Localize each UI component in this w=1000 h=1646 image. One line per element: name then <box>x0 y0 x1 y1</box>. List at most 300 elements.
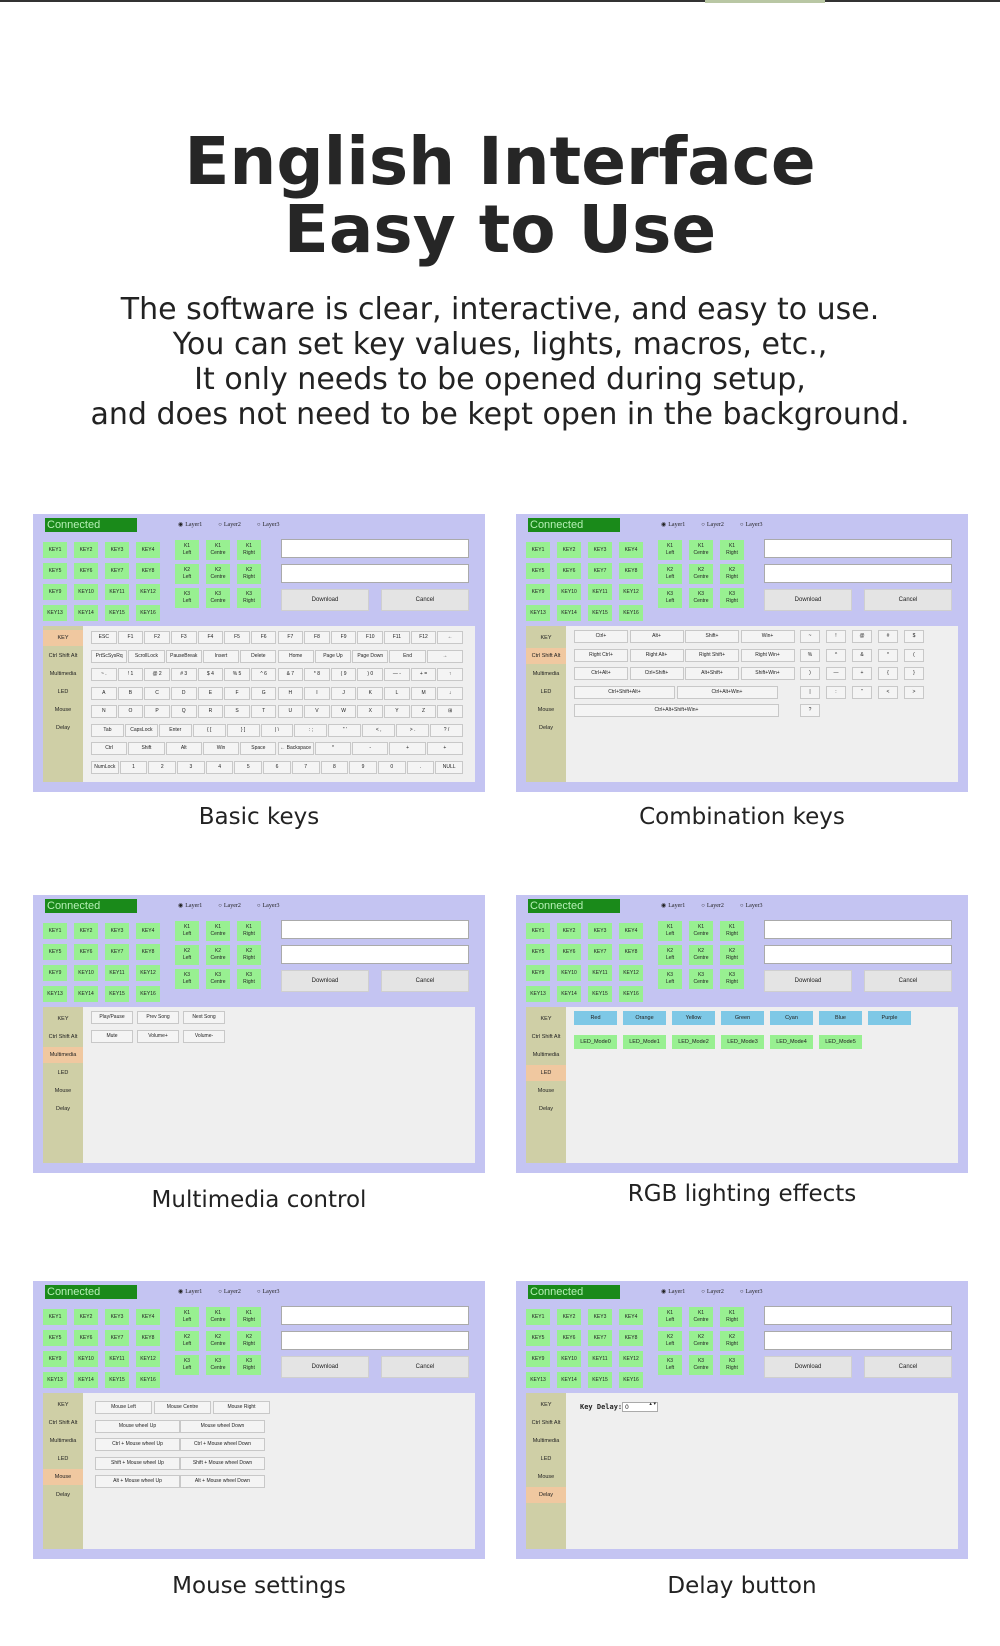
keyboard-key[interactable]: Q <box>171 705 197 718</box>
knob-button[interactable] <box>237 921 261 941</box>
keyboard-key[interactable]: E <box>198 687 224 700</box>
symbol-key[interactable]: + <box>852 667 872 680</box>
mouse-action-button[interactable]: Alt + Mouse wheel Up <box>95 1475 180 1488</box>
keyboard-key[interactable]: . <box>407 761 435 774</box>
key-button[interactable]: KEY9 <box>43 1351 67 1367</box>
knob-button[interactable] <box>689 540 713 560</box>
rgb-color-button[interactable]: Purple <box>868 1011 911 1025</box>
keyboard-key[interactable]: { [ <box>193 724 226 737</box>
knob-button[interactable] <box>237 588 261 608</box>
keyboard-key[interactable]: O <box>118 705 144 718</box>
keyboard-key[interactable]: ~ . <box>91 668 117 681</box>
keyboard-key[interactable]: NumLock <box>91 761 119 774</box>
knob-button[interactable] <box>206 1307 230 1327</box>
keyboard-key[interactable]: Y <box>384 705 410 718</box>
knob-button[interactable] <box>237 1307 261 1327</box>
keyboard-key[interactable]: & 7 <box>278 668 304 681</box>
rgb-color-button[interactable]: Red <box>574 1011 617 1025</box>
layer-radio[interactable] <box>701 522 724 528</box>
sidebar-item[interactable]: LED <box>526 1065 566 1081</box>
keyboard-key[interactable]: # 3 <box>171 668 197 681</box>
layer-radio[interactable] <box>178 1289 202 1295</box>
knob-button[interactable] <box>689 1331 713 1351</box>
key-button[interactable]: KEY7 <box>105 944 129 960</box>
key-button[interactable]: KEY10 <box>74 965 98 981</box>
key-button[interactable]: KEY6 <box>557 563 581 579</box>
key-button[interactable]: KEY16 <box>619 1372 643 1388</box>
keyboard-key[interactable]: % 5 <box>224 668 250 681</box>
layer-radio[interactable] <box>661 903 685 909</box>
media-button[interactable]: Prev Song <box>137 1011 179 1024</box>
key-button[interactable]: KEY1 <box>526 542 550 558</box>
layer-radio[interactable] <box>257 522 280 528</box>
keyboard-key[interactable]: 6 <box>263 761 291 774</box>
keyboard-key[interactable]: F3 <box>171 631 197 644</box>
cancel-button[interactable]: Cancel <box>864 589 952 611</box>
key-button[interactable]: KEY1 <box>43 923 67 939</box>
key-button[interactable]: KEY5 <box>526 563 550 579</box>
keyboard-key[interactable]: N <box>91 705 117 718</box>
keyboard-key[interactable]: + <box>389 742 425 755</box>
symbol-key[interactable]: ^ <box>826 649 846 662</box>
keyboard-key[interactable]: 9 <box>349 761 377 774</box>
keyboard-key[interactable]: > . <box>396 724 429 737</box>
spinner-arrows-icon[interactable]: ▴ ▾ <box>649 1401 656 1407</box>
key-button[interactable]: KEY7 <box>105 1330 129 1346</box>
keyboard-key[interactable]: F12 <box>411 631 437 644</box>
keyboard-key[interactable]: ScrollLock <box>128 650 164 663</box>
sidebar-item[interactable]: Multimedia <box>532 671 560 677</box>
key-button[interactable]: KEY8 <box>136 563 160 579</box>
keyboard-key[interactable]: $ 4 <box>198 668 224 681</box>
sidebar-item[interactable]: Multimedia <box>532 1052 560 1058</box>
knob-button[interactable] <box>720 1355 744 1375</box>
key-button[interactable]: KEY6 <box>74 1330 98 1346</box>
key-button[interactable]: KEY5 <box>43 563 67 579</box>
modifier-combo-button[interactable]: Ctrl+Alt+ <box>574 667 628 680</box>
knob-button[interactable] <box>206 1331 230 1351</box>
keyboard-key[interactable]: A <box>91 687 117 700</box>
key-button[interactable]: KEY15 <box>105 605 129 621</box>
symbol-key[interactable]: < <box>878 686 898 699</box>
key-button[interactable]: KEY13 <box>43 1372 67 1388</box>
keyboard-key[interactable]: ! 1 <box>118 668 144 681</box>
key-button[interactable]: KEY12 <box>136 584 160 600</box>
key-button[interactable]: KEY10 <box>557 584 581 600</box>
keyboard-key[interactable]: Alt <box>166 742 202 755</box>
cancel-button[interactable]: Cancel <box>381 1356 469 1378</box>
modifier-combo-button[interactable]: Ctrl+Shift+Alt+ <box>574 686 675 699</box>
modifier-combo-button[interactable]: Ctrl+Alt+Win+ <box>677 686 778 699</box>
key-button[interactable]: KEY4 <box>619 542 643 558</box>
name-input[interactable] <box>764 1306 952 1325</box>
knob-button[interactable] <box>720 540 744 560</box>
sidebar-item[interactable]: Delay <box>526 1487 566 1503</box>
symbol-key[interactable]: > <box>904 686 924 699</box>
keyboard-key[interactable]: CapsLock <box>125 724 158 737</box>
keyboard-key[interactable]: — - <box>384 668 410 681</box>
key-button[interactable]: KEY7 <box>105 563 129 579</box>
sidebar-item[interactable]: Ctrl Shift Alt <box>526 648 566 664</box>
value-input[interactable] <box>281 1331 469 1350</box>
keyboard-key[interactable]: + <box>427 742 463 755</box>
key-button[interactable]: KEY9 <box>43 584 67 600</box>
key-button[interactable]: KEY12 <box>619 965 643 981</box>
keyboard-key[interactable]: F11 <box>384 631 410 644</box>
knob-button[interactable] <box>175 1307 199 1327</box>
key-delay-input[interactable] <box>622 1402 658 1412</box>
keyboard-key[interactable]: ESC <box>91 631 117 644</box>
key-button[interactable]: KEY11 <box>105 965 129 981</box>
knob-button[interactable] <box>206 945 230 965</box>
media-button[interactable]: Volume+ <box>137 1030 179 1043</box>
key-button[interactable]: KEY5 <box>526 1330 550 1346</box>
knob-button[interactable] <box>689 969 713 989</box>
knob-button[interactable] <box>720 564 744 584</box>
knob-button[interactable] <box>720 945 744 965</box>
keyboard-key[interactable]: P <box>144 705 170 718</box>
symbol-key[interactable]: ? <box>800 704 820 717</box>
sidebar-item[interactable]: Multimedia <box>49 1438 77 1444</box>
key-button[interactable]: KEY10 <box>557 965 581 981</box>
layer-radio[interactable] <box>740 903 763 909</box>
key-button[interactable]: KEY11 <box>105 584 129 600</box>
keyboard-key[interactable]: T <box>251 705 277 718</box>
modifier-combo-button[interactable]: Alt+ <box>630 630 684 643</box>
layer-radio[interactable] <box>740 522 763 528</box>
sidebar-item[interactable]: Delay <box>55 1492 71 1498</box>
sidebar-item[interactable]: Ctrl Shift Alt <box>48 1034 78 1040</box>
knob-button[interactable] <box>237 540 261 560</box>
knob-button[interactable] <box>175 969 199 989</box>
knob-button[interactable] <box>720 921 744 941</box>
keyboard-key[interactable]: ← <box>437 631 463 644</box>
layer-radio[interactable] <box>701 1289 724 1295</box>
symbol-key[interactable]: : <box>826 686 846 699</box>
key-button[interactable]: KEY8 <box>619 1330 643 1346</box>
key-button[interactable]: KEY11 <box>588 965 612 981</box>
keyboard-key[interactable]: ↑ <box>437 668 463 681</box>
keyboard-key[interactable]: Win <box>203 742 239 755</box>
keyboard-key[interactable]: Enter <box>159 724 192 737</box>
key-button[interactable]: KEY3 <box>588 1309 612 1325</box>
keyboard-key[interactable]: F6 <box>251 631 277 644</box>
layer-radio[interactable] <box>661 1289 685 1295</box>
media-button[interactable]: Volume- <box>183 1030 225 1043</box>
led-mode-button[interactable]: LED_Mode3 <box>721 1035 764 1049</box>
key-button[interactable]: KEY13 <box>526 605 550 621</box>
key-button[interactable]: KEY4 <box>136 542 160 558</box>
mouse-action-button[interactable]: Shift + Mouse wheel Up <box>95 1457 180 1470</box>
sidebar-item[interactable]: LED <box>57 1070 69 1076</box>
keyboard-key[interactable]: V <box>304 705 330 718</box>
keyboard-key[interactable]: L <box>384 687 410 700</box>
keyboard-key[interactable]: < , <box>362 724 395 737</box>
key-button[interactable]: KEY3 <box>105 542 129 558</box>
key-button[interactable]: KEY1 <box>43 1309 67 1325</box>
sidebar-item[interactable]: Multimedia <box>43 1047 83 1063</box>
layer-radio[interactable] <box>218 903 241 909</box>
keyboard-key[interactable]: H <box>278 687 304 700</box>
sidebar-item[interactable]: KEY <box>57 1402 69 1408</box>
name-input[interactable] <box>764 539 952 558</box>
keyboard-key[interactable]: ( 9 <box>331 668 357 681</box>
value-input[interactable] <box>764 945 952 964</box>
knob-button[interactable] <box>206 969 230 989</box>
key-button[interactable]: KEY6 <box>557 1330 581 1346</box>
layer-radio[interactable] <box>257 903 280 909</box>
mouse-action-button[interactable]: Mouse Left <box>95 1401 152 1414</box>
key-button[interactable]: KEY1 <box>526 1309 550 1325</box>
keyboard-key[interactable]: ) 0 <box>357 668 383 681</box>
modifier-combo-button[interactable]: Ctrl+ <box>574 630 628 643</box>
keyboard-key[interactable]: W <box>331 705 357 718</box>
key-button[interactable]: KEY14 <box>557 986 581 1002</box>
key-button[interactable]: KEY8 <box>136 944 160 960</box>
knob-button[interactable] <box>175 540 199 560</box>
sidebar-item[interactable]: Multimedia <box>532 1438 560 1444</box>
sidebar-item[interactable]: KEY <box>540 635 552 641</box>
layer-radio[interactable] <box>218 1289 241 1295</box>
knob-button[interactable] <box>237 1331 261 1351</box>
key-button[interactable]: KEY12 <box>136 1351 160 1367</box>
keyboard-key[interactable]: Z <box>411 705 437 718</box>
key-button[interactable]: KEY5 <box>43 1330 67 1346</box>
key-button[interactable]: KEY16 <box>619 986 643 1002</box>
download-button[interactable]: Download <box>764 970 852 992</box>
cancel-button[interactable]: Cancel <box>381 589 469 611</box>
key-button[interactable]: KEY1 <box>526 923 550 939</box>
key-button[interactable]: KEY9 <box>526 1351 550 1367</box>
keyboard-key[interactable]: : ; <box>294 724 327 737</box>
knob-button[interactable] <box>175 564 199 584</box>
keyboard-key[interactable]: ← Backspace <box>278 742 314 755</box>
key-button[interactable]: KEY7 <box>588 563 612 579</box>
key-button[interactable]: KEY16 <box>136 1372 160 1388</box>
knob-button[interactable] <box>658 945 682 965</box>
key-button[interactable]: KEY14 <box>557 1372 581 1388</box>
key-button[interactable]: KEY3 <box>105 1309 129 1325</box>
key-button[interactable]: KEY4 <box>136 1309 160 1325</box>
key-button[interactable]: KEY2 <box>74 542 98 558</box>
sidebar-item[interactable]: LED <box>540 1456 552 1462</box>
sidebar-item[interactable]: Multimedia <box>49 671 77 677</box>
key-button[interactable]: KEY16 <box>136 605 160 621</box>
modifier-combo-button[interactable]: Shift+ <box>685 630 739 643</box>
key-button[interactable]: KEY14 <box>557 605 581 621</box>
cancel-button[interactable]: Cancel <box>864 1356 952 1378</box>
keyboard-key[interactable]: S <box>224 705 250 718</box>
keyboard-key[interactable]: PrtScSysRq <box>91 650 127 663</box>
keyboard-key[interactable]: C <box>144 687 170 700</box>
key-button[interactable]: KEY7 <box>588 1330 612 1346</box>
key-button[interactable]: KEY7 <box>588 944 612 960</box>
led-mode-button[interactable]: LED_Mode4 <box>770 1035 813 1049</box>
key-button[interactable]: KEY11 <box>588 1351 612 1367</box>
sidebar-item[interactable]: LED <box>57 1456 69 1462</box>
key-button[interactable]: KEY13 <box>43 605 67 621</box>
mouse-action-button[interactable]: Mouse Centre <box>154 1401 211 1414</box>
modifier-combo-button[interactable]: Ctrl+Shift+ <box>630 667 684 680</box>
value-input[interactable] <box>764 564 952 583</box>
knob-button[interactable] <box>206 1355 230 1375</box>
keyboard-key[interactable]: ⊞ <box>437 705 463 718</box>
led-mode-button[interactable]: LED_Mode1 <box>623 1035 666 1049</box>
keyboard-key[interactable]: * 8 <box>304 668 330 681</box>
knob-button[interactable] <box>689 1355 713 1375</box>
key-button[interactable]: KEY11 <box>588 584 612 600</box>
keyboard-key[interactable]: F5 <box>224 631 250 644</box>
sidebar-item[interactable]: KEY <box>540 1402 552 1408</box>
keyboard-key[interactable]: " ' <box>328 724 361 737</box>
keyboard-key[interactable]: 4 <box>206 761 234 774</box>
symbol-key[interactable]: ) <box>800 667 820 680</box>
key-button[interactable]: KEY14 <box>74 986 98 1002</box>
key-button[interactable]: KEY16 <box>136 986 160 1002</box>
symbol-key[interactable]: $ <box>904 630 924 643</box>
mouse-action-button[interactable]: Ctrl + Mouse wheel Up <box>95 1438 180 1451</box>
key-button[interactable]: KEY2 <box>557 1309 581 1325</box>
keyboard-key[interactable]: F8 <box>304 631 330 644</box>
knob-button[interactable] <box>175 921 199 941</box>
sidebar-item[interactable]: Mouse <box>54 1088 72 1094</box>
key-button[interactable]: KEY10 <box>74 1351 98 1367</box>
knob-button[interactable] <box>237 564 261 584</box>
knob-button[interactable] <box>720 1307 744 1327</box>
knob-button[interactable] <box>237 945 261 965</box>
keyboard-key[interactable]: Ctrl <box>91 742 127 755</box>
keyboard-key[interactable]: ? / <box>430 724 463 737</box>
sidebar-item[interactable]: Ctrl Shift Alt <box>48 1420 78 1426</box>
name-input[interactable] <box>764 920 952 939</box>
sidebar-item[interactable]: LED <box>540 689 552 695</box>
key-button[interactable]: KEY6 <box>74 944 98 960</box>
symbol-key[interactable]: % <box>800 649 820 662</box>
name-input[interactable] <box>281 920 469 939</box>
keyboard-key[interactable]: - <box>352 742 388 755</box>
keyboard-key[interactable]: Home <box>278 650 314 663</box>
key-button[interactable]: KEY10 <box>557 1351 581 1367</box>
symbol-key[interactable]: " <box>852 686 872 699</box>
knob-button[interactable] <box>658 969 682 989</box>
sidebar-item[interactable]: Mouse <box>43 1469 83 1485</box>
layer-radio[interactable] <box>661 522 685 528</box>
led-mode-button[interactable]: LED_Mode2 <box>672 1035 715 1049</box>
knob-button[interactable] <box>658 1355 682 1375</box>
sidebar-item[interactable]: Mouse <box>537 1474 555 1480</box>
keyboard-key[interactable]: 3 <box>177 761 205 774</box>
keyboard-key[interactable]: 5 <box>234 761 262 774</box>
value-input[interactable] <box>281 564 469 583</box>
layer-radio[interactable] <box>178 903 202 909</box>
modifier-combo-button[interactable]: Ctrl+Alt+Shift+Win+ <box>574 704 779 717</box>
key-button[interactable]: KEY6 <box>74 563 98 579</box>
key-button[interactable]: KEY1 <box>43 542 67 558</box>
key-button[interactable]: KEY14 <box>74 1372 98 1388</box>
knob-button[interactable] <box>720 1331 744 1351</box>
keyboard-key[interactable]: F <box>224 687 250 700</box>
rgb-color-button[interactable]: Yellow <box>672 1011 715 1025</box>
knob-button[interactable] <box>689 588 713 608</box>
modifier-combo-button[interactable]: Win+ <box>741 630 795 643</box>
keyboard-key[interactable]: F9 <box>331 631 357 644</box>
keyboard-key[interactable]: Shift <box>128 742 164 755</box>
name-input[interactable] <box>281 539 469 558</box>
mouse-action-button[interactable]: Alt + Mouse wheel Down <box>180 1475 265 1488</box>
sidebar-item[interactable]: Ctrl Shift Alt <box>48 653 78 659</box>
keyboard-key[interactable]: K <box>357 687 383 700</box>
sidebar-item[interactable]: Ctrl Shift Alt <box>531 1420 561 1426</box>
keyboard-key[interactable]: @ 2 <box>144 668 170 681</box>
sidebar-item[interactable]: KEY <box>43 630 83 646</box>
keyboard-key[interactable]: End <box>389 650 425 663</box>
knob-button[interactable] <box>206 540 230 560</box>
mouse-action-button[interactable]: Mouse Right <box>213 1401 270 1414</box>
value-input[interactable] <box>764 1331 952 1350</box>
key-button[interactable]: KEY4 <box>619 1309 643 1325</box>
keyboard-key[interactable]: F10 <box>357 631 383 644</box>
keyboard-key[interactable]: F2 <box>144 631 170 644</box>
key-button[interactable]: KEY10 <box>74 584 98 600</box>
symbol-key[interactable]: ! <box>826 630 846 643</box>
sidebar-item[interactable]: Mouse <box>54 707 72 713</box>
media-button[interactable]: Play/Pause <box>91 1011 133 1024</box>
sidebar-item[interactable]: Delay <box>55 1106 71 1112</box>
keyboard-key[interactable]: G <box>251 687 277 700</box>
keyboard-key[interactable]: Tab <box>91 724 124 737</box>
key-button[interactable]: KEY9 <box>526 965 550 981</box>
key-button[interactable]: KEY13 <box>526 986 550 1002</box>
layer-radio[interactable] <box>701 903 724 909</box>
key-button[interactable]: KEY15 <box>105 1372 129 1388</box>
value-input[interactable] <box>281 945 469 964</box>
layer-radio[interactable] <box>218 522 241 528</box>
keyboard-key[interactable]: 1 <box>120 761 148 774</box>
keyboard-key[interactable]: 0 <box>378 761 406 774</box>
key-button[interactable]: KEY2 <box>557 542 581 558</box>
led-mode-button[interactable]: LED_Mode5 <box>819 1035 862 1049</box>
key-button[interactable]: KEY14 <box>74 605 98 621</box>
symbol-key[interactable]: ( <box>904 649 924 662</box>
keyboard-key[interactable]: F1 <box>118 631 144 644</box>
download-button[interactable]: Download <box>281 589 369 611</box>
sidebar-item[interactable]: Delay <box>538 725 554 731</box>
mouse-action-button[interactable]: Shift + Mouse wheel Down <box>180 1457 265 1470</box>
key-button[interactable]: KEY3 <box>588 923 612 939</box>
knob-button[interactable] <box>658 921 682 941</box>
knob-button[interactable] <box>237 1355 261 1375</box>
keyboard-key[interactable]: Delete <box>240 650 276 663</box>
rgb-color-button[interactable]: Green <box>721 1011 764 1025</box>
knob-button[interactable] <box>720 969 744 989</box>
keyboard-key[interactable]: X <box>357 705 383 718</box>
key-button[interactable]: KEY6 <box>557 944 581 960</box>
knob-button[interactable] <box>206 564 230 584</box>
media-button[interactable]: Next Song <box>183 1011 225 1024</box>
knob-button[interactable] <box>206 921 230 941</box>
name-input[interactable] <box>281 1306 469 1325</box>
modifier-combo-button[interactable]: Right Win+ <box>741 649 795 662</box>
keyboard-key[interactable]: Page Up <box>315 650 351 663</box>
key-button[interactable]: KEY12 <box>136 965 160 981</box>
rgb-color-button[interactable]: Blue <box>819 1011 862 1025</box>
symbol-key[interactable]: * <box>878 649 898 662</box>
key-button[interactable]: KEY15 <box>588 605 612 621</box>
keyboard-key[interactable]: NULL <box>435 761 463 774</box>
key-button[interactable]: KEY2 <box>74 923 98 939</box>
key-button[interactable]: KEY12 <box>619 584 643 600</box>
symbol-key[interactable]: & <box>852 649 872 662</box>
